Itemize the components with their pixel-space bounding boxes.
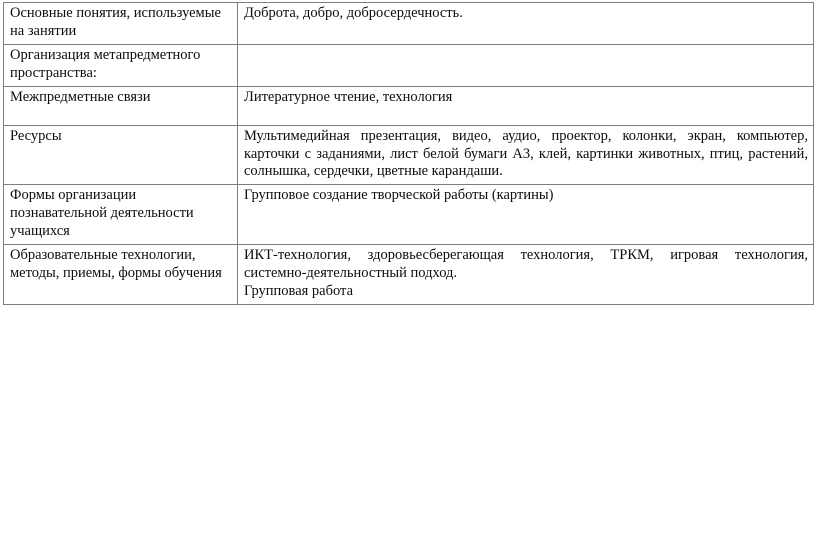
row-value-concepts xyxy=(238,3,814,45)
row-label-metasubject-space: Организация метапредметного пространства: xyxy=(4,44,238,86)
row-value-metasubject-space xyxy=(238,44,814,86)
lesson-plan-table xyxy=(3,2,814,305)
row-value-educational-technologies-line-1: ИКТ-технология, здоровьесберегающая технология, ТРКМ, игровая технология, системно-деятельностный подход. xyxy=(244,247,808,281)
row-value-cognitive-activity-forms-line-1: Групповое создание творческой работы (картины) xyxy=(244,187,554,204)
row-value-educational-technologies xyxy=(238,245,814,305)
row-value-resources-line-1: Мультимедийная презентация, видео, аудио, проектор, колонки, экран, компьютер, карточки с заданиями, лист белой бумаги А3, клей, картинки животных, птиц, растений, солнышка, сердечки, цветные карандаши. xyxy=(244,127,808,180)
table-row xyxy=(4,44,814,86)
row-label-educational-technologies: Образовательные технологии, методы, приемы, формы обучения xyxy=(4,245,238,305)
row-label-intersubject-links: Межпредметные связи xyxy=(4,86,238,125)
row-value-resources xyxy=(238,125,814,185)
table-row xyxy=(4,125,814,185)
row-label-concepts: Основные понятия, используемые на занятии xyxy=(4,3,238,45)
row-label-cognitive-activity-forms: Формы организации познавательной деятельности учащихся xyxy=(4,185,238,245)
row-value-intersubject-links-line-1: Литературное чтение, технология xyxy=(244,88,453,105)
table-row xyxy=(4,245,814,305)
row-label-resources: Ресурсы xyxy=(4,125,238,185)
row-value-concepts-line-1: Доброта, добро, добросердечность. xyxy=(244,5,463,21)
table-body xyxy=(4,3,814,305)
table-row xyxy=(4,86,814,125)
row-value-educational-technologies-line-2: Групповая работа xyxy=(244,282,354,299)
row-value-cognitive-activity-forms xyxy=(238,185,814,245)
table-row xyxy=(4,185,814,245)
table-row xyxy=(4,3,814,45)
row-value-intersubject-links xyxy=(238,86,814,125)
